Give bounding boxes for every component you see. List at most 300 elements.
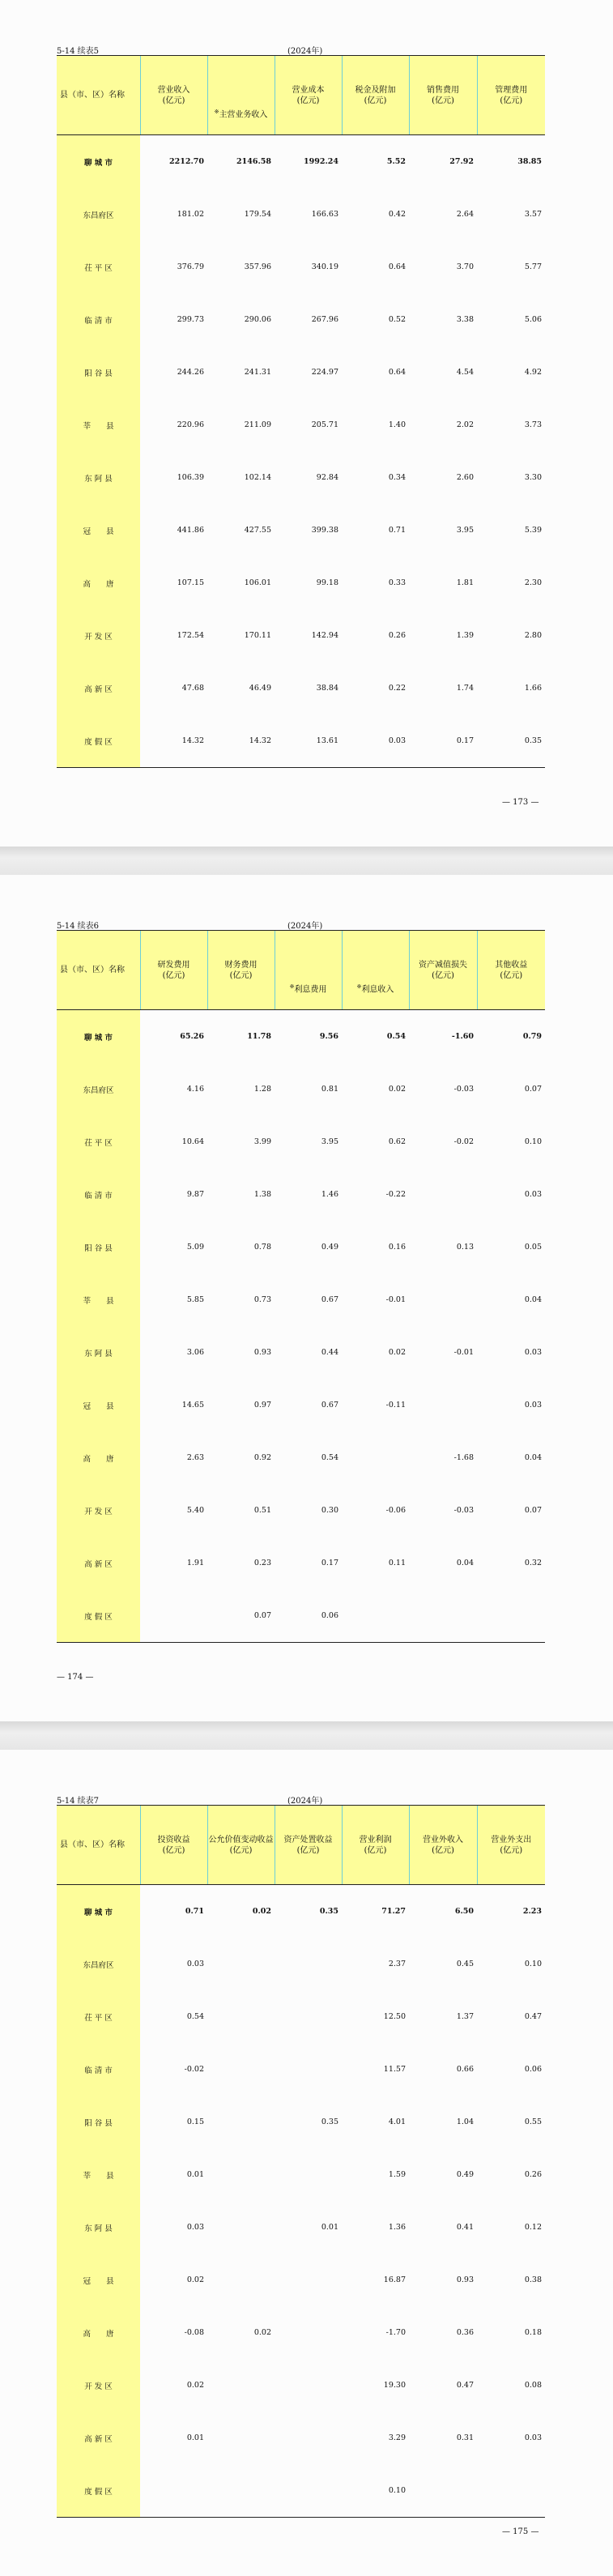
table-year: (2024年) xyxy=(287,922,323,931)
region-name: 莘 县 xyxy=(57,1273,140,1326)
value-cell xyxy=(207,2201,275,2254)
value-cell: 0.03 xyxy=(524,1348,542,1357)
table-year: (2024年) xyxy=(287,47,323,56)
value-cell: 2146.58 xyxy=(236,157,271,166)
value-cell: 2.02 xyxy=(456,420,474,429)
value-cell: 0.01 xyxy=(321,2223,338,2232)
table-row xyxy=(57,2464,545,2518)
table-row xyxy=(57,1484,545,1537)
value-cell xyxy=(207,2464,275,2518)
col-header: 税金及附加 (亿元) xyxy=(342,56,409,135)
value-cell: -1.60 xyxy=(451,1032,474,1041)
col-header: 其他收益 (亿元) xyxy=(477,931,545,1010)
table-row xyxy=(57,609,545,662)
value-cell: 0.55 xyxy=(524,2118,542,2126)
value-cell: 220.96 xyxy=(177,420,204,429)
value-cell: 0.18 xyxy=(524,2328,542,2337)
value-cell: 2.30 xyxy=(524,578,542,587)
col-header: 销售费用 (亿元) xyxy=(409,56,477,135)
region-name: 聊 城 市 xyxy=(57,135,140,189)
value-cell: 0.16 xyxy=(388,1243,406,1252)
region-name: 东 阿 县 xyxy=(57,451,140,504)
value-cell: 172.54 xyxy=(177,631,204,640)
value-cell: -0.03 xyxy=(453,1085,474,1094)
value-cell: -1.70 xyxy=(385,2328,406,2337)
table-row xyxy=(57,2254,545,2306)
value-cell: 0.17 xyxy=(321,1559,338,1567)
value-cell: 4.16 xyxy=(186,1085,204,1094)
value-cell: 0.04 xyxy=(524,1453,542,1462)
value-cell: 0.32 xyxy=(524,1559,542,1567)
value-cell: 2.64 xyxy=(456,210,474,219)
value-cell: 0.03 xyxy=(524,2433,542,2442)
value-cell: 0.30 xyxy=(321,1506,338,1515)
page-174 xyxy=(0,875,613,1721)
value-cell: 0.66 xyxy=(456,2065,474,2074)
value-cell: 11.57 xyxy=(383,2065,406,2074)
value-cell: 9.56 xyxy=(319,1032,338,1041)
value-cell xyxy=(275,2043,342,2096)
value-cell: 0.07 xyxy=(524,1506,542,1515)
region-name: 高 唐 xyxy=(57,557,140,609)
value-cell xyxy=(275,2148,342,2201)
value-cell: 2.63 xyxy=(186,1453,204,1462)
value-cell xyxy=(207,2043,275,2096)
value-cell: 3.99 xyxy=(253,1137,271,1146)
value-cell: 0.02 xyxy=(388,1348,406,1357)
value-cell xyxy=(275,2464,342,2518)
value-cell: 0.47 xyxy=(456,2381,474,2390)
region-name: 冠 县 xyxy=(57,504,140,557)
value-cell: 12.50 xyxy=(383,2012,406,2021)
value-cell: 11.78 xyxy=(247,1032,271,1041)
value-cell: 106.01 xyxy=(244,578,271,587)
value-cell: 0.81 xyxy=(321,1085,338,1094)
value-cell: 170.11 xyxy=(244,631,271,640)
value-cell: 1.36 xyxy=(388,2223,406,2232)
table-caption: 5-14 续表6 xyxy=(57,922,100,931)
region-name: 度 假 区 xyxy=(57,714,140,768)
value-cell: 0.02 xyxy=(252,1907,271,1916)
value-cell xyxy=(275,2412,342,2464)
value-cell: 3.38 xyxy=(456,315,474,324)
value-cell: 0.49 xyxy=(456,2170,474,2179)
value-cell: 14.32 xyxy=(207,714,275,768)
data-table xyxy=(57,930,545,1643)
table-row xyxy=(57,1273,545,1326)
value-cell: 5.40 xyxy=(186,1506,204,1515)
value-cell: -1.68 xyxy=(453,1453,474,1462)
value-cell: 0.35 xyxy=(319,1907,338,1916)
value-cell: 3.70 xyxy=(456,262,474,271)
value-cell: 2212.70 xyxy=(169,157,204,166)
region-header: 县（市、区）名称 xyxy=(57,56,140,135)
value-cell xyxy=(140,2464,207,2518)
value-cell: 0.31 xyxy=(456,2433,474,2442)
col-header: 营业收入 (亿元) xyxy=(140,56,207,135)
value-cell: 65.26 xyxy=(180,1032,204,1041)
value-cell: 6.50 xyxy=(454,1907,474,1916)
value-cell: 0.67 xyxy=(321,1295,338,1304)
value-cell: 0.79 xyxy=(522,1032,542,1041)
value-cell: 0.03 xyxy=(186,1960,204,1968)
value-cell xyxy=(409,1379,477,1431)
table-row xyxy=(57,2201,545,2254)
value-cell: 0.03 xyxy=(524,1401,542,1410)
region-name: 东 阿 县 xyxy=(57,2201,140,2254)
table-row xyxy=(57,135,545,189)
value-cell: 0.36 xyxy=(456,2328,474,2337)
value-cell: -0.01 xyxy=(385,1295,406,1304)
table-row xyxy=(57,2412,545,2464)
value-cell: 142.94 xyxy=(311,631,338,640)
value-cell xyxy=(409,1589,477,1643)
region-name: 冠 县 xyxy=(57,2254,140,2306)
table-row xyxy=(57,2148,545,2201)
value-cell: 267.96 xyxy=(311,315,338,324)
value-cell: 0.51 xyxy=(253,1506,271,1515)
value-cell xyxy=(207,2359,275,2412)
value-cell: 3.73 xyxy=(524,420,542,429)
value-cell xyxy=(207,2254,275,2306)
value-cell: -0.02 xyxy=(453,1137,474,1146)
value-cell: 0.04 xyxy=(456,1559,474,1567)
table-row xyxy=(57,2043,545,2096)
col-header: 营业外支出 (亿元) xyxy=(477,1806,545,1885)
value-cell: 0.03 xyxy=(524,1190,542,1199)
region-name: 度 假 区 xyxy=(57,2464,140,2518)
value-cell: 2.23 xyxy=(522,1907,542,1916)
value-cell: 3.95 xyxy=(321,1137,338,1146)
table-row xyxy=(57,1063,545,1115)
value-cell: 3.57 xyxy=(524,210,542,219)
value-cell xyxy=(477,1589,545,1643)
value-cell: 19.30 xyxy=(383,2381,406,2390)
value-cell: 38.85 xyxy=(517,157,542,166)
region-name: 临 清 市 xyxy=(57,2043,140,2096)
value-cell: 0.41 xyxy=(456,2223,474,2232)
value-cell: 0.97 xyxy=(253,1401,271,1410)
value-cell: 92.84 xyxy=(316,473,338,482)
value-cell: 46.49 xyxy=(249,684,271,693)
value-cell: 224.97 xyxy=(311,368,338,377)
page-175 xyxy=(0,1750,613,2576)
value-cell: 0.35 xyxy=(477,714,545,768)
value-cell xyxy=(342,1431,409,1484)
value-cell xyxy=(409,2464,477,2518)
col-header: 财务费用 (亿元) xyxy=(207,931,275,1010)
table-row xyxy=(57,714,545,768)
value-cell: 340.19 xyxy=(311,262,338,271)
value-cell: 244.26 xyxy=(177,368,204,377)
value-cell: 0.01 xyxy=(186,2170,204,2179)
value-cell: 0.02 xyxy=(186,2381,204,2390)
value-cell: 399.38 xyxy=(311,526,338,535)
table-row xyxy=(57,346,545,399)
value-cell: 0.04 xyxy=(524,1295,542,1304)
value-cell: 290.06 xyxy=(244,315,271,324)
value-cell: 357.96 xyxy=(244,262,271,271)
col-header: 投资收益 (亿元) xyxy=(140,1806,207,1885)
value-cell: 16.87 xyxy=(383,2275,406,2284)
value-cell: 0.13 xyxy=(456,1243,474,1252)
region-name: 莘 县 xyxy=(57,2148,140,2201)
value-cell xyxy=(207,2412,275,2464)
col-header: 研发费用 (亿元) xyxy=(140,931,207,1010)
value-cell: 3.29 xyxy=(388,2433,406,2442)
value-cell: 0.52 xyxy=(388,315,406,324)
table-row xyxy=(57,399,545,451)
region-name: 高 新 区 xyxy=(57,1537,140,1589)
region-name: 茌 平 区 xyxy=(57,1990,140,2043)
value-cell: 241.31 xyxy=(244,368,271,377)
value-cell: 0.05 xyxy=(524,1243,542,1252)
value-cell: 0.22 xyxy=(388,684,406,693)
value-cell: 0.35 xyxy=(321,2118,338,2126)
value-cell xyxy=(477,2464,545,2518)
value-cell: 3.30 xyxy=(524,473,542,482)
region-name: 阳 谷 县 xyxy=(57,346,140,399)
value-cell: 0.42 xyxy=(388,210,406,219)
value-cell: 0.64 xyxy=(388,262,406,271)
value-cell: -0.03 xyxy=(453,1506,474,1515)
value-cell: 179.54 xyxy=(244,210,271,219)
region-name: 东 阿 县 xyxy=(57,1326,140,1379)
value-cell: 4.92 xyxy=(524,368,542,377)
value-cell: 0.49 xyxy=(321,1243,338,1252)
value-cell: 211.09 xyxy=(244,420,271,429)
value-cell: 0.26 xyxy=(524,2170,542,2179)
value-cell: 38.84 xyxy=(316,684,338,693)
region-name: 阳 谷 县 xyxy=(57,1221,140,1273)
value-cell: 5.09 xyxy=(186,1243,204,1252)
table-row xyxy=(57,557,545,609)
region-name: 高 新 区 xyxy=(57,2412,140,2464)
table-year: (2024年) xyxy=(287,1797,323,1806)
value-cell: 5.06 xyxy=(524,315,542,324)
col-header: ※利息费用 xyxy=(275,931,342,1010)
col-header: ※主营业务收入 xyxy=(207,56,275,135)
value-cell: 1.46 xyxy=(321,1190,338,1199)
value-cell: 0.03 xyxy=(342,714,409,768)
table-row xyxy=(57,1431,545,1484)
value-cell xyxy=(275,2306,342,2359)
col-header: 资产处置收益 (亿元) xyxy=(275,1806,342,1885)
region-name: 东昌府区 xyxy=(57,188,140,241)
value-cell: 0.62 xyxy=(388,1137,406,1146)
value-cell: 107.15 xyxy=(177,578,204,587)
table-row xyxy=(57,504,545,557)
value-cell: 0.02 xyxy=(388,1085,406,1094)
value-cell: 1.66 xyxy=(524,684,542,693)
value-cell: 441.86 xyxy=(177,526,204,535)
value-cell: 427.55 xyxy=(244,526,271,535)
region-name: 临 清 市 xyxy=(57,293,140,346)
value-cell: 0.02 xyxy=(186,2275,204,2284)
region-name: 阳 谷 县 xyxy=(57,2096,140,2148)
value-cell: 0.34 xyxy=(388,473,406,482)
value-cell: 0.64 xyxy=(388,368,406,377)
col-header: 营业利润 (亿元) xyxy=(342,1806,409,1885)
value-cell: 10.64 xyxy=(181,1137,204,1146)
table-row xyxy=(57,1115,545,1168)
value-cell: 0.10 xyxy=(342,2464,409,2518)
value-cell: 0.07 xyxy=(524,1085,542,1094)
value-cell: 0.71 xyxy=(388,526,406,535)
value-cell xyxy=(409,1168,477,1221)
region-name: 莘 县 xyxy=(57,399,140,451)
value-cell: 1.38 xyxy=(253,1190,271,1199)
value-cell: 0.38 xyxy=(524,2275,542,2284)
value-cell: 2.80 xyxy=(524,631,542,640)
value-cell: 1.39 xyxy=(456,631,474,640)
table-row xyxy=(57,241,545,293)
region-name: 开 发 区 xyxy=(57,2359,140,2412)
table-row xyxy=(57,1010,545,1064)
value-cell: 0.03 xyxy=(186,2223,204,2232)
value-cell: 0.71 xyxy=(185,1907,204,1916)
value-cell: 0.44 xyxy=(321,1348,338,1357)
value-cell: 166.63 xyxy=(311,210,338,219)
value-cell: 0.12 xyxy=(524,2223,542,2232)
value-cell: 1992.24 xyxy=(304,157,338,166)
value-cell: 99.18 xyxy=(316,578,338,587)
table-row xyxy=(57,1885,545,1938)
region-name: 聊 城 市 xyxy=(57,1885,140,1938)
col-header: 公允价值变动收益 (亿元) xyxy=(207,1806,275,1885)
region-name: 高 唐 xyxy=(57,2306,140,2359)
value-cell: 71.27 xyxy=(381,1907,406,1916)
value-cell xyxy=(275,2359,342,2412)
value-cell: 0.08 xyxy=(524,2381,542,2390)
value-cell: -0.08 xyxy=(184,2328,204,2337)
region-name: 高 唐 xyxy=(57,1431,140,1484)
value-cell: 1.74 xyxy=(456,684,474,693)
value-cell xyxy=(275,1990,342,2043)
value-cell: 3.06 xyxy=(186,1348,204,1357)
table-row xyxy=(57,1990,545,2043)
page-number: — 173 — xyxy=(502,798,539,807)
value-cell: 4.01 xyxy=(388,2118,406,2126)
value-cell: 0.10 xyxy=(524,1137,542,1146)
value-cell: -0.01 xyxy=(453,1348,474,1357)
value-cell: 1.04 xyxy=(456,2118,474,2126)
value-cell xyxy=(207,2148,275,2201)
value-cell: 102.14 xyxy=(244,473,271,482)
page-number: — 174 — xyxy=(57,1673,94,1682)
value-cell: 1.37 xyxy=(456,2012,474,2021)
value-cell xyxy=(207,1938,275,1990)
value-cell xyxy=(275,1938,342,1990)
value-cell xyxy=(342,1589,409,1643)
table-row xyxy=(57,1168,545,1221)
value-cell: 5.39 xyxy=(524,526,542,535)
value-cell: 0.47 xyxy=(524,2012,542,2021)
table-row xyxy=(57,188,545,241)
value-cell: 1.40 xyxy=(388,420,406,429)
value-cell: 0.33 xyxy=(388,578,406,587)
value-cell xyxy=(207,2096,275,2148)
value-cell xyxy=(275,2254,342,2306)
value-cell: 1.81 xyxy=(456,578,474,587)
value-cell: -0.11 xyxy=(385,1401,406,1410)
table-row xyxy=(57,2359,545,2412)
page-number: — 175 — xyxy=(502,2527,539,2536)
value-cell: 2.37 xyxy=(388,1960,406,1968)
region-name: 开 发 区 xyxy=(57,1484,140,1537)
value-cell: 205.71 xyxy=(311,420,338,429)
value-cell: 0.45 xyxy=(456,1960,474,1968)
page-173 xyxy=(0,0,613,847)
value-cell: 27.92 xyxy=(449,157,474,166)
value-cell: 4.54 xyxy=(456,368,474,377)
table-row xyxy=(57,451,545,504)
col-header: 营业外收入 (亿元) xyxy=(409,1806,477,1885)
value-cell: 0.26 xyxy=(388,631,406,640)
region-name: 冠 县 xyxy=(57,1379,140,1431)
region-name: 开 发 区 xyxy=(57,609,140,662)
col-header: 资产减值损失 (亿元) xyxy=(409,931,477,1010)
table-caption: 5-14 续表7 xyxy=(57,1797,100,1806)
value-cell: 0.17 xyxy=(409,714,477,768)
table-row xyxy=(57,2096,545,2148)
value-cell: 0.11 xyxy=(388,1559,406,1567)
value-cell: 0.02 xyxy=(253,2328,271,2337)
value-cell xyxy=(207,1990,275,2043)
value-cell: 13.61 xyxy=(275,714,342,768)
region-name: 东昌府区 xyxy=(57,1938,140,1990)
value-cell: 1.91 xyxy=(186,1559,204,1567)
value-cell: 0.73 xyxy=(253,1295,271,1304)
value-cell: 0.93 xyxy=(456,2275,474,2284)
value-cell: 299.73 xyxy=(177,315,204,324)
value-cell: 47.68 xyxy=(181,684,204,693)
value-cell: 9.87 xyxy=(186,1190,204,1199)
value-cell: 0.92 xyxy=(253,1453,271,1462)
value-cell: 5.52 xyxy=(386,157,406,166)
region-name: 茌 平 区 xyxy=(57,1115,140,1168)
region-name: 临 清 市 xyxy=(57,1168,140,1221)
table-row xyxy=(57,1537,545,1589)
col-header: 营业成本 (亿元) xyxy=(275,56,342,135)
data-table xyxy=(57,55,545,768)
value-cell: 1.28 xyxy=(253,1085,271,1094)
value-cell: 0.06 xyxy=(275,1589,342,1643)
value-cell: 0.93 xyxy=(253,1348,271,1357)
value-cell: 14.65 xyxy=(181,1401,204,1410)
value-cell: 106.39 xyxy=(177,473,204,482)
region-name: 高 新 区 xyxy=(57,662,140,714)
page-separator xyxy=(0,847,613,875)
value-cell: 0.15 xyxy=(186,2118,204,2126)
value-cell: 0.07 xyxy=(207,1589,275,1643)
value-cell: 0.54 xyxy=(321,1453,338,1462)
value-cell: 0.67 xyxy=(321,1401,338,1410)
region-header: 县（市、区）名称 xyxy=(57,1806,140,1885)
region-header: 县（市、区）名称 xyxy=(57,931,140,1010)
value-cell: 0.10 xyxy=(524,1960,542,1968)
value-cell: 2.60 xyxy=(456,473,474,482)
table-row xyxy=(57,1938,545,1990)
value-cell: 5.77 xyxy=(524,262,542,271)
value-cell: 181.02 xyxy=(177,210,204,219)
table-row xyxy=(57,1326,545,1379)
page-separator xyxy=(0,1721,613,1750)
data-table xyxy=(57,1805,545,2518)
table-caption: 5-14 续表5 xyxy=(57,47,100,56)
table-row xyxy=(57,293,545,346)
region-name: 聊 城 市 xyxy=(57,1010,140,1064)
